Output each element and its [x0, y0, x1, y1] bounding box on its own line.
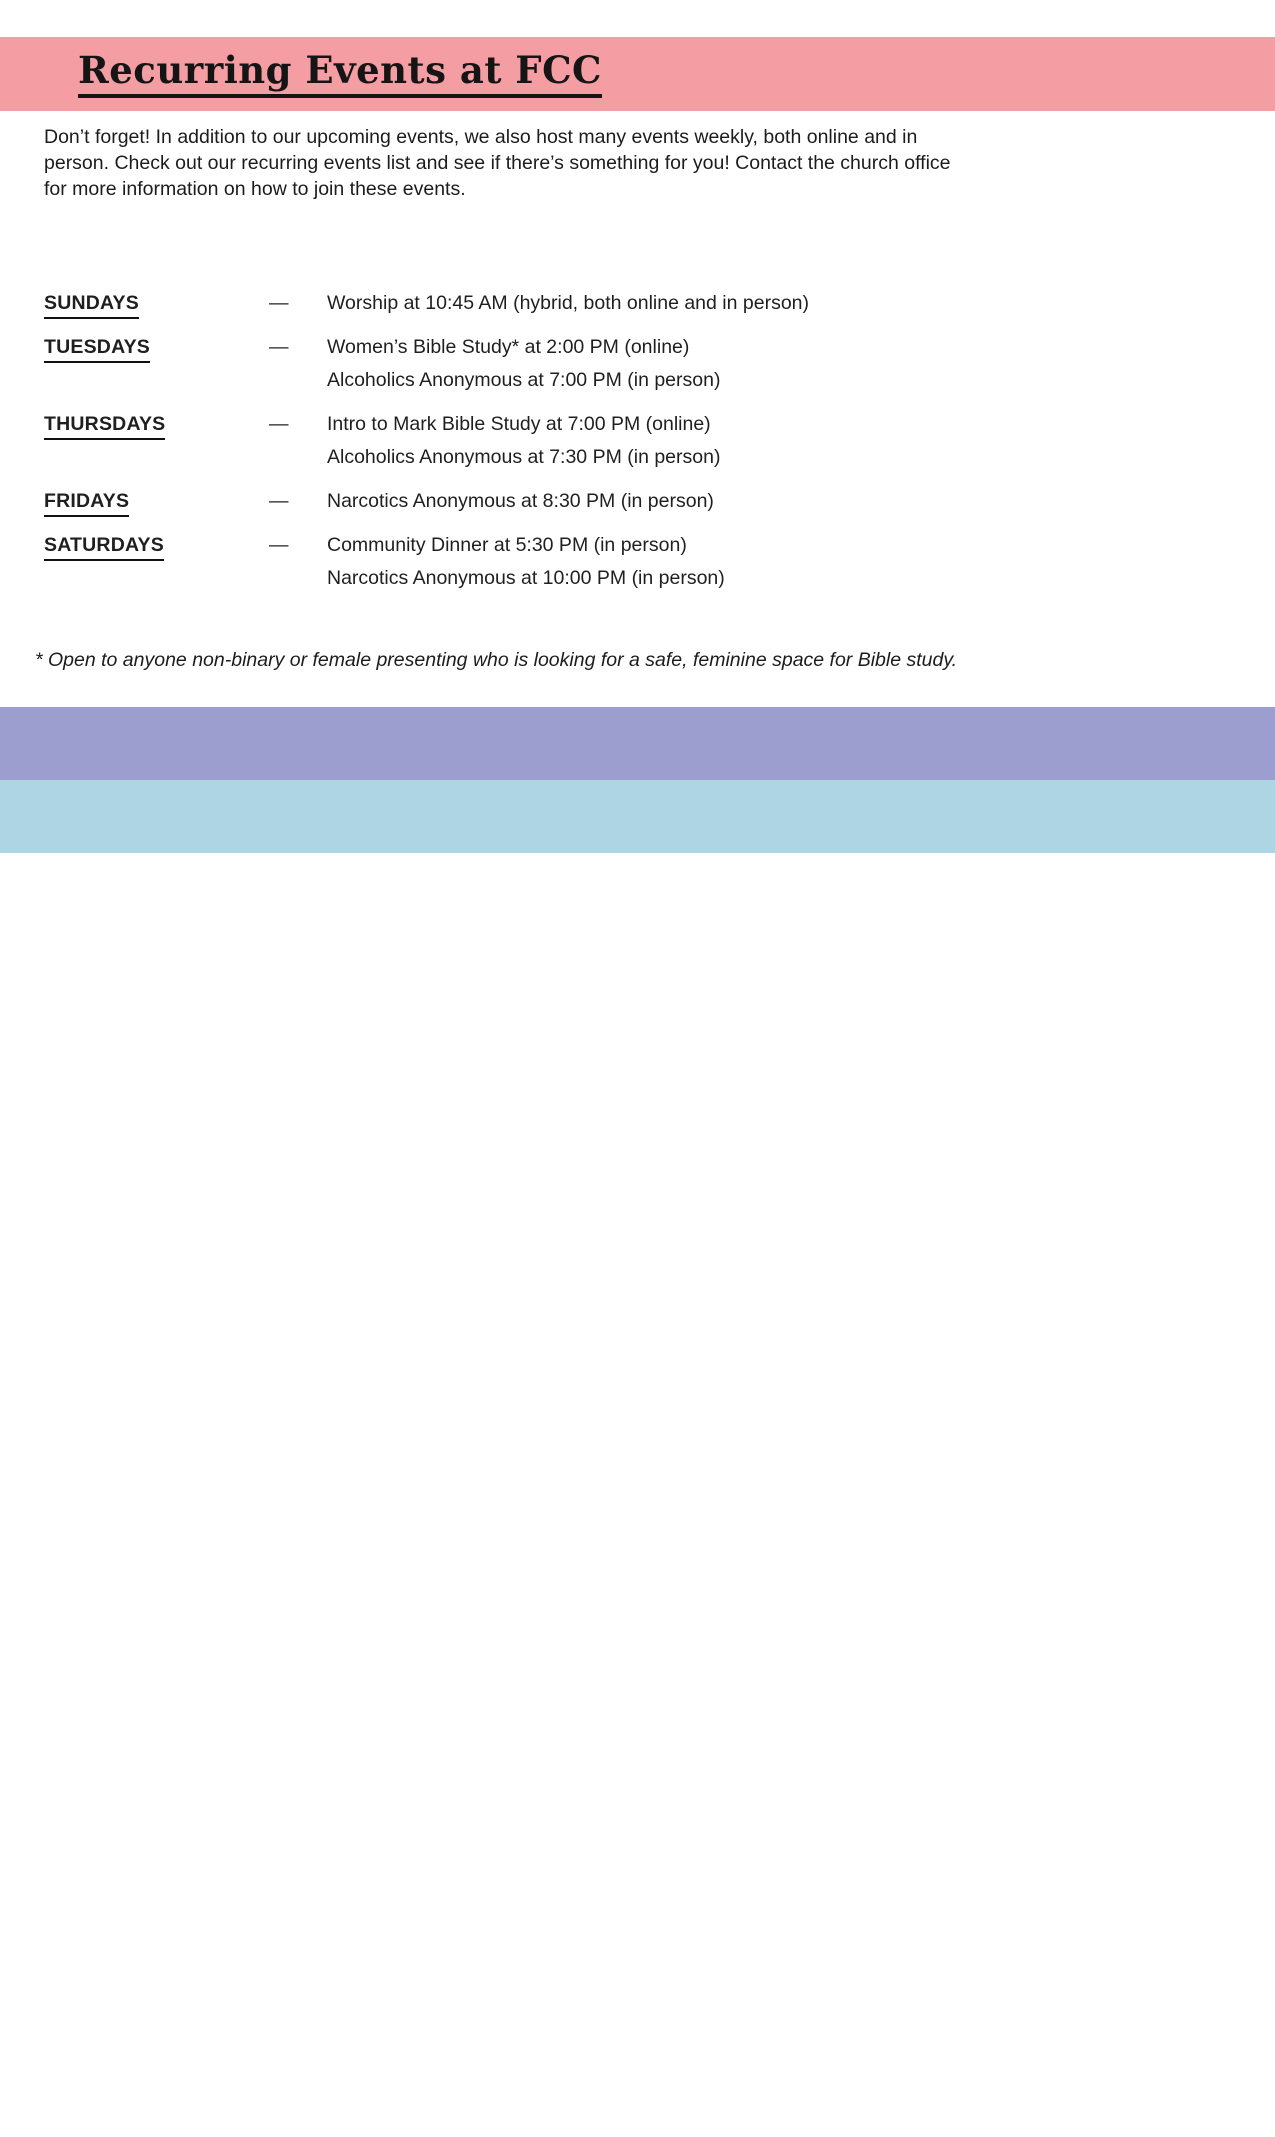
- event-line: Narcotics Anonymous at 10:00 PM (in person): [327, 567, 725, 589]
- bible-study-footnote: * Open to anyone non-binary or female presenting who is looking for a safe, feminine space for Bible study.: [35, 649, 958, 671]
- event-line: Worship at 10:45 AM (hybrid, both online and in person): [327, 292, 810, 314]
- dash-separator: —: [269, 292, 289, 314]
- day-cell: [44, 485, 269, 518]
- dash-separator: —: [269, 534, 289, 556]
- intro-line: Don’t forget! In addition to our upcoming events, we also host many events weekly, both online and in: [44, 126, 918, 148]
- page-title: Recurring Events at FCC: [78, 50, 602, 98]
- schedule-row-fridays: [44, 485, 1231, 518]
- day-cell: [44, 408, 269, 441]
- events-cell: [327, 331, 1231, 397]
- events-cell: [327, 485, 1231, 518]
- events-cell: [327, 529, 1231, 595]
- schedule-row-sundays: [44, 287, 1231, 320]
- event-line: Alcoholics Anonymous at 7:30 PM (in person): [327, 446, 721, 468]
- purple-divider-bar: [0, 707, 1275, 780]
- day-cell: [44, 529, 269, 562]
- title-band: [0, 37, 1275, 111]
- event-line: Intro to Mark Bible Study at 7:00 PM (online): [327, 413, 711, 435]
- events-cell: [327, 287, 1231, 320]
- events-cell: [327, 408, 1231, 474]
- intro-paragraph: [44, 124, 1231, 202]
- schedule-row-saturdays: [44, 529, 1231, 595]
- newsletter-page: [0, 37, 1275, 2137]
- event-line: Community Dinner at 5:30 PM (in person): [327, 534, 687, 556]
- day-cell: [44, 331, 269, 364]
- dash-separator: —: [269, 413, 289, 435]
- event-line: Narcotics Anonymous at 8:30 PM (in person): [327, 490, 714, 512]
- schedule-row-thursdays: [44, 408, 1231, 474]
- intro-line: for more information on how to join these events.: [44, 178, 466, 200]
- day-label: FRIDAYS: [44, 489, 129, 517]
- blue-divider-bar: [0, 780, 1275, 853]
- event-line: Alcoholics Anonymous at 7:00 PM (in person): [327, 369, 721, 391]
- intro-line: person. Check out our recurring events list and see if there’s something for you! Contact the church office: [44, 152, 951, 174]
- day-label: SUNDAYS: [44, 291, 139, 319]
- day-label: SATURDAYS: [44, 533, 164, 561]
- recurring-events-schedule: [44, 287, 1231, 595]
- day-label: TUESDAYS: [44, 335, 150, 363]
- dash-separator: —: [269, 490, 289, 512]
- dash-separator: —: [269, 336, 289, 358]
- day-cell: [44, 287, 269, 320]
- schedule-row-tuesdays: [44, 331, 1231, 397]
- event-line: Women’s Bible Study* at 2:00 PM (online): [327, 336, 690, 358]
- day-label: THURSDAYS: [44, 412, 165, 440]
